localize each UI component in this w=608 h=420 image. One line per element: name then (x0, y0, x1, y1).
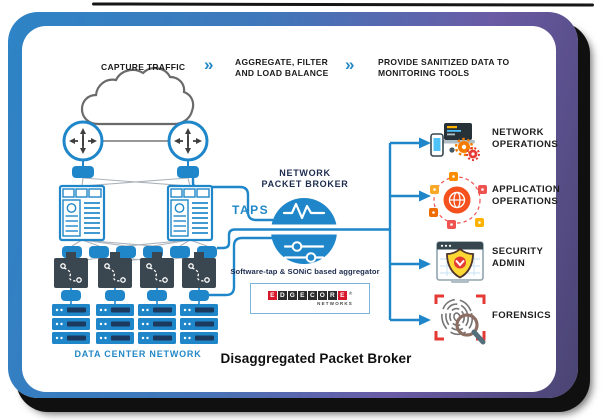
tap-row-2 (61, 288, 209, 304)
label-forensics: FORENSICS (492, 310, 552, 321)
registered-mark: ® (348, 291, 353, 296)
leaf-switch-icons (60, 186, 212, 240)
tap-nodes-routers (72, 160, 199, 178)
label-application-operations: APPLICATION OPERATIONS (492, 184, 561, 207)
devices-monitoring-icon (431, 123, 479, 160)
broker-title: NETWORK PACKET BROKER (261, 168, 349, 189)
vendor-logo-letters: E D G E C O R E ® (268, 291, 352, 300)
label-network-operations: NETWORK OPERATIONS (492, 127, 559, 150)
router-icon-right (169, 122, 207, 160)
app-ecosystem-icon (429, 172, 487, 229)
step-provide-sanitized: PROVIDE SANITIZED DATA TO MONITORING TOOLS (378, 57, 510, 78)
label-security-admin: SECURITY ADMIN (492, 246, 544, 269)
step-aggregate-filter: AGGREGATE, FILTER AND LOAD BALANCE (235, 57, 329, 78)
taps-label: TAPS (232, 203, 270, 217)
chevron-arrow-icon-1: » (204, 55, 213, 74)
browser-shield-icon (437, 242, 483, 283)
broker-subtitle: Software-tap & SONiC based aggregator (230, 267, 380, 276)
vendor-logo (250, 283, 370, 314)
packet-broker-icon (267, 198, 341, 264)
tap-row-1 (62, 246, 217, 258)
fingerprint-magnifier-icon (436, 296, 484, 342)
step-capture-traffic: CAPTURE TRAFFIC (101, 62, 186, 72)
vendor-sub-label: NETWORKS (317, 301, 353, 306)
diagram-title: Disaggregated Packet Broker (220, 351, 412, 366)
chevron-arrow-icon-2: » (345, 55, 354, 74)
router-icon-left (64, 122, 102, 160)
data-center-network-label: DATA CENTER NETWORK (74, 349, 202, 359)
server-stack-icons (52, 304, 218, 344)
